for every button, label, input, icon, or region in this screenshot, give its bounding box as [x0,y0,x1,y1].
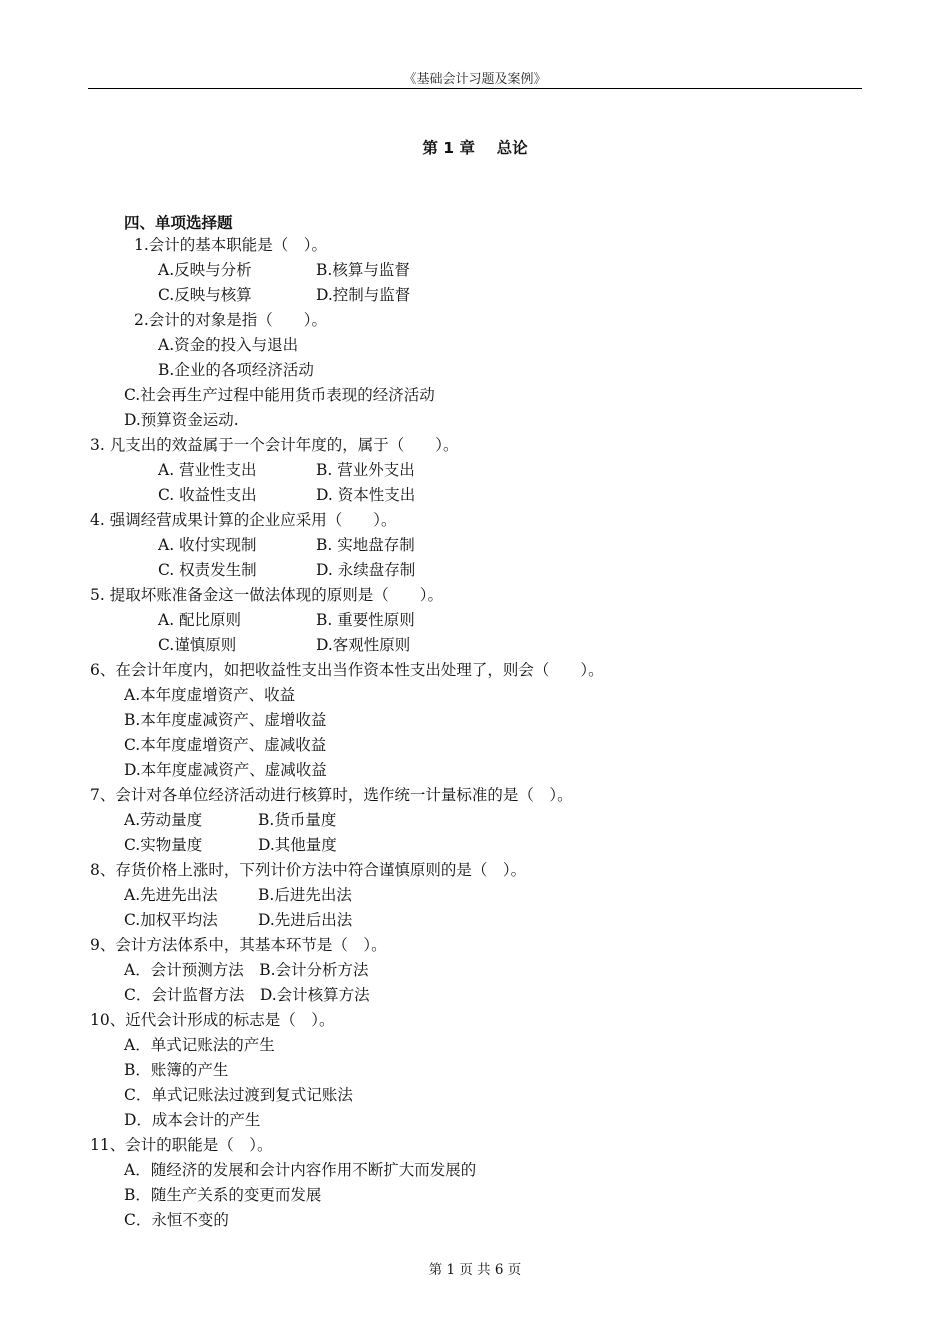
question-line: C.本年度虚增资产、虚减收益 [124,736,327,754]
question-line: B．随生产关系的变更而发展 [124,1186,322,1204]
question-line: C．永恒不变的 [124,1211,229,1229]
option-row [124,910,353,930]
question-line: A.资金的投入与退出 [158,336,299,354]
option-row [158,260,410,280]
question-line: C．单式记账法过渡到复式记账法 [124,1086,353,1104]
option-b: B.核算与监督 [316,261,410,279]
question-line: 4. 强调经营成果计算的企业应采用（ ）。 [90,511,397,529]
option-b: D.客观性原则 [316,636,411,654]
option-row [158,535,415,555]
option-b: B.后进先出法 [258,886,352,904]
option-b: B.货币量度 [258,811,337,829]
question-line: 2.会计的对象是指（ ）。 [134,311,328,329]
header-divider [88,88,862,89]
option-row [158,285,411,305]
question-line: D.预算资金运动. [124,411,239,429]
question-line: C．会计监督方法 D.会计核算方法 [124,986,370,1004]
option-b: D.其他量度 [258,836,337,854]
question-line: 6、在会计年度内，如把收益性支出当作资本性支出处理了，则会（ ）。 [90,661,604,679]
option-b: B. 实地盘存制 [316,536,415,554]
option-a: A.反映与分析 [158,261,252,279]
question-line: B．账簿的产生 [124,1061,229,1079]
question-line: B.本年度虚减资产、虚增收益 [124,711,327,729]
option-a: A. 收付实现制 [158,536,257,554]
page-footer: 第 1 页 共 6 页 [428,1262,522,1278]
option-a: C. 收益性支出 [158,486,257,504]
option-a: A. 配比原则 [158,611,242,629]
question-line: D.本年度虚减资产、虚减收益 [124,761,327,779]
option-a: C.加权平均法 [124,911,218,929]
question-line: B.企业的各项经济活动 [158,361,314,379]
chapter-name: 总论 [496,139,528,157]
question-line: 9、会计方法体系中，其基本环节是（ ）。 [90,936,387,954]
question-line: 5. 提取坏账准备金这一做法体现的原则是（ ）。 [90,586,443,604]
option-row [158,560,416,580]
option-row [158,485,416,505]
option-a: A.劳动量度 [124,811,203,829]
option-row [158,460,415,480]
option-a: A. 营业性支出 [158,461,257,479]
option-b: D. 永续盘存制 [316,561,416,579]
option-a: C.反映与核算 [158,286,252,304]
option-b: B. 重要性原则 [316,611,415,629]
question-line: 11、会计的职能是（ ）。 [90,1136,273,1154]
chapter-title [0,136,950,158]
option-a: C.谨慎原则 [158,636,237,654]
option-a: C.实物量度 [124,836,203,854]
question-line: A．单式记账法的产生 [124,1036,275,1054]
option-row [124,835,337,855]
question-line: A．会计预测方法 B.会计分析方法 [124,961,369,979]
option-row [158,610,415,630]
question-line: D．成本会计的产生 [124,1111,261,1129]
option-b: D.控制与监督 [316,286,411,304]
question-line: 3. 凡支出的效益属于一个会计年度的，属于（ ）。 [90,436,459,454]
chapter-number: 第 1 章 [422,139,475,157]
question-line: 10、近代会计形成的标志是（ ）。 [90,1011,335,1029]
option-b: D. 资本性支出 [316,486,416,504]
running-header: 《基础会计习题及案例》 [403,72,547,87]
option-b: D.先进后出法 [258,911,353,929]
question-line: A.本年度虚增资产、收益 [124,686,296,704]
question-line: 8、存货价格上涨时，下列计价方法中符合谨慎原则的是（ ）。 [90,861,527,879]
question-line: 1.会计的基本职能是（ ）。 [134,236,328,254]
question-line: C.社会再生产过程中能用货币表现的经济活动 [124,386,435,404]
question-line: A．随经济的发展和会计内容作用不断扩大而发展的 [124,1161,477,1179]
option-row [124,810,337,830]
option-row [158,635,411,655]
question-line: 7、会计对各单位经济活动进行核算时，选作统一计量标准的是（ ）。 [90,786,573,804]
option-a: A.先进先出法 [124,886,218,904]
option-a: C. 权责发生制 [158,561,257,579]
option-b: B. 营业外支出 [316,461,415,479]
section-title: 四、单项选择题 [124,214,233,232]
option-row [124,885,352,905]
